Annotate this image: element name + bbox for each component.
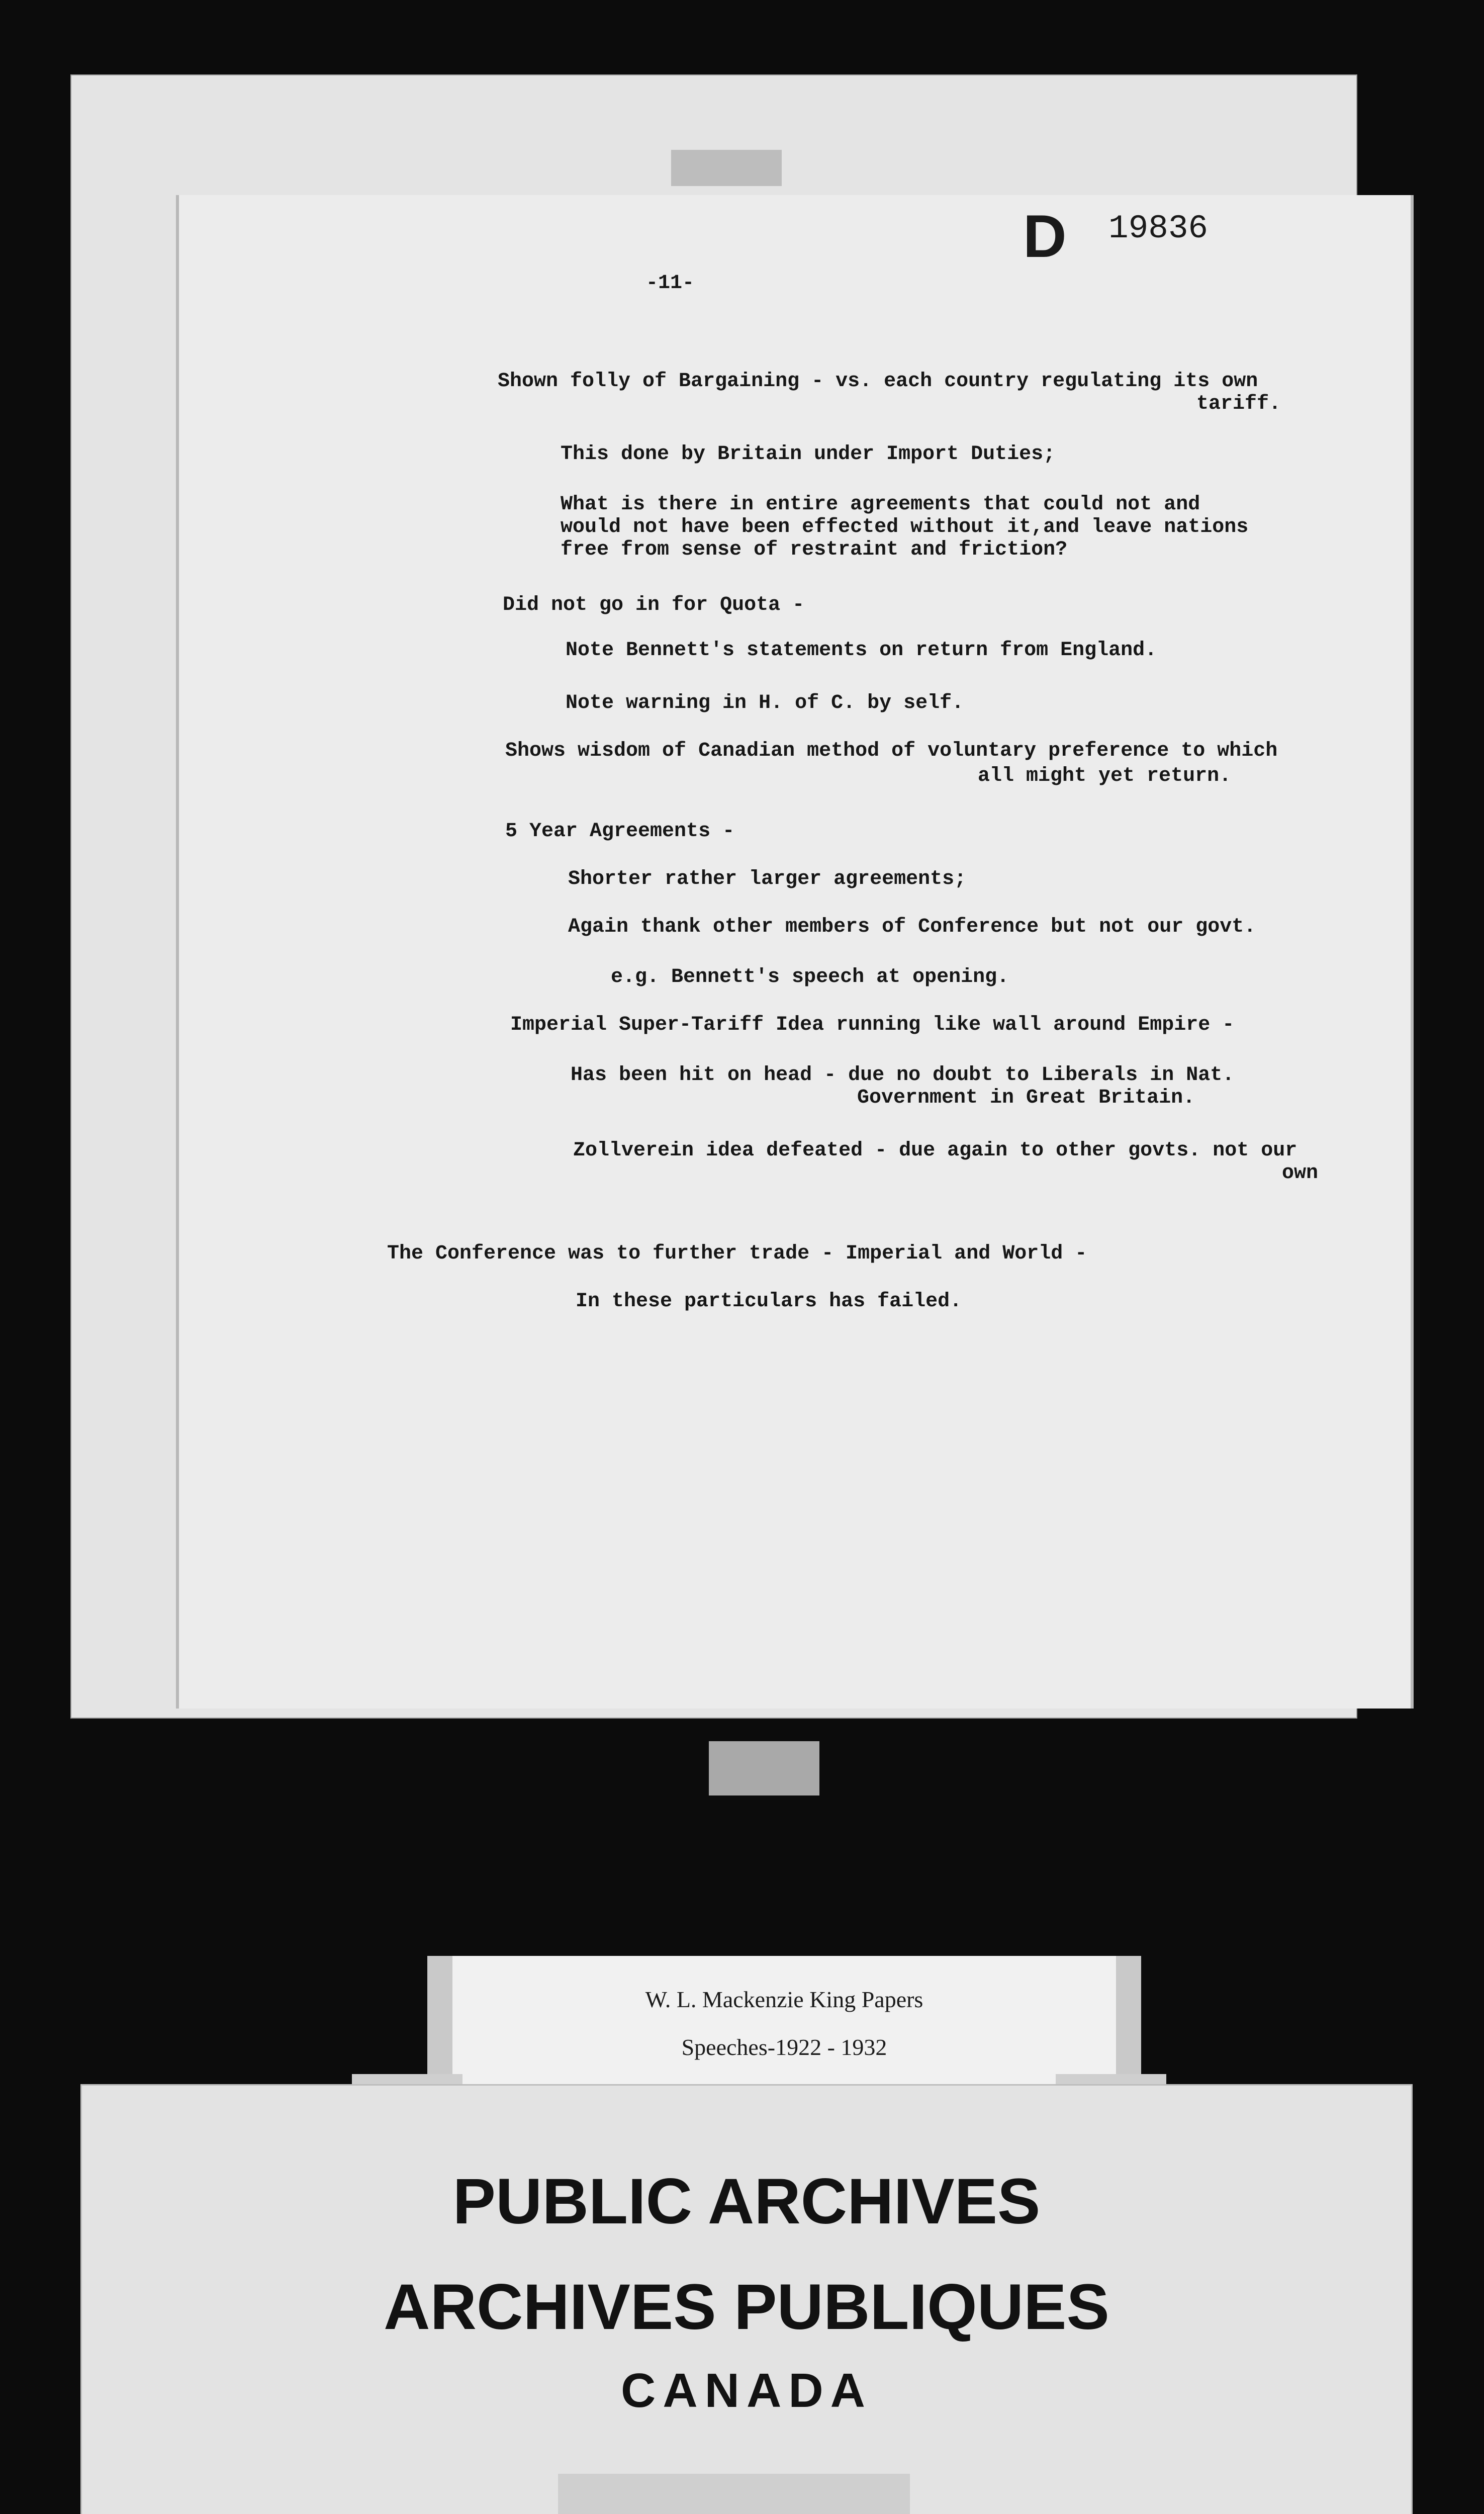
paper-clip-top xyxy=(671,150,782,186)
archives-clip-bottom xyxy=(558,2474,910,2514)
text-line: In these particulars has failed. xyxy=(576,1290,962,1313)
collection-series: Speeches-1922 - 1932 xyxy=(681,2034,887,2060)
text-line: Has been hit on head - due no doubt to Liberals in Nat. xyxy=(571,1064,1235,1087)
text-line: own xyxy=(1282,1162,1319,1185)
text-line: e.g. Bennett's speech at opening. xyxy=(611,966,1009,989)
text-line: Shown folly of Bargaining - vs. each country regulating its own xyxy=(498,370,1258,393)
archives-line-english: PUBLIC ARCHIVES xyxy=(452,2166,1041,2237)
document-page xyxy=(70,74,1357,1719)
text-line: The Conference was to further trade - Imperial and World - xyxy=(387,1242,1087,1265)
collection-label xyxy=(427,1956,1141,2092)
collection-name: W. L. Mackenzie King Papers xyxy=(645,1987,923,2012)
text-line: tariff. xyxy=(1196,393,1281,415)
text-line: 5 Year Agreements - xyxy=(505,820,735,843)
doc-number-letter: D xyxy=(1023,203,1067,270)
text-line: Did not go in for Quota - xyxy=(503,594,805,616)
archives-line-country: CANADA xyxy=(621,2364,872,2417)
page-marker: -11- xyxy=(646,272,695,295)
text-line: Shorter rather larger agreements; xyxy=(568,868,967,890)
text-line: Shows wisdom of Canadian method of voluntary preference to which xyxy=(505,740,1278,762)
text-line: Government in Great Britain. xyxy=(857,1087,1195,1109)
text-line: Imperial Super-Tariff Idea running like wall around Empire - xyxy=(510,1014,1235,1036)
text-line: What is there in entire agreements that could not and xyxy=(561,493,1200,516)
text-line: would not have been effected without it,and leave nations xyxy=(561,516,1249,538)
archives-line-french: ARCHIVES PUBLIQUES xyxy=(384,2271,1109,2343)
paper-clip-bottom xyxy=(709,1741,819,1795)
typed-sheet xyxy=(176,195,1414,1709)
text-line: Note warning in H. of C. by self. xyxy=(566,692,964,714)
doc-number: 19836 xyxy=(1108,210,1209,247)
text-line: Zollverein idea defeated - due again to other govts. not our xyxy=(573,1139,1297,1162)
archives-stamp-card xyxy=(80,2084,1413,2514)
text-line: Note Bennett's statements on return from England. xyxy=(566,639,1157,662)
text-line: all might yet return. xyxy=(978,765,1232,787)
text-line: free from sense of restraint and friction? xyxy=(561,538,1068,561)
text-line: Again thank other members of Conference but not our govt. xyxy=(568,916,1256,938)
text-line: This done by Britain under Import Duties; xyxy=(561,443,1056,466)
